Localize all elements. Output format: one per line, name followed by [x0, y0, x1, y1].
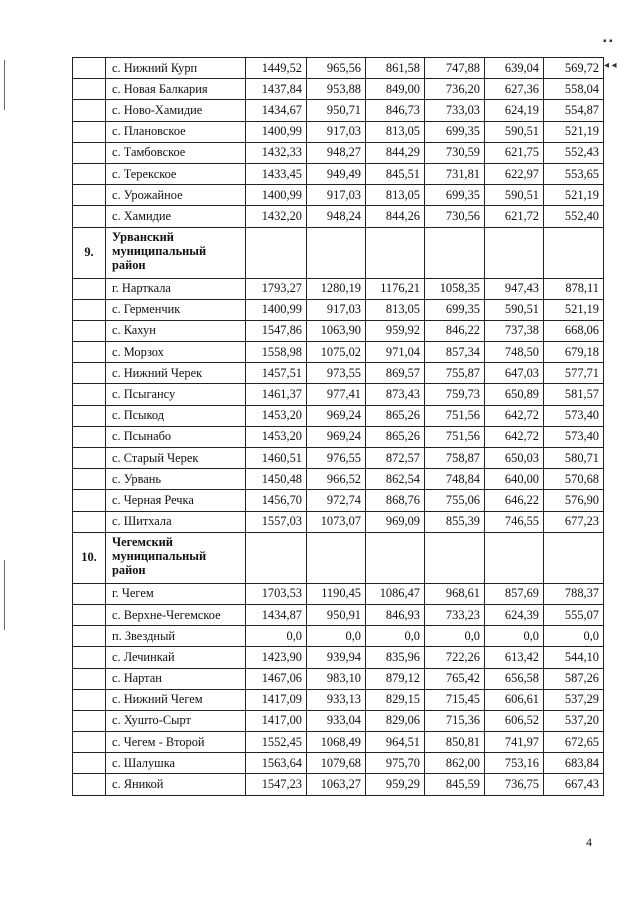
value-cell: 736,20	[425, 79, 485, 100]
value-cell: 590,51	[485, 185, 544, 206]
value-cell: 730,59	[425, 142, 485, 163]
value-cell: 0,0	[307, 626, 366, 647]
value-cell: 650,89	[485, 384, 544, 405]
settlement-name: с. Псыкод	[106, 405, 246, 426]
value-cell: 751,56	[425, 405, 485, 426]
value-cell: 969,24	[307, 405, 366, 426]
value-cell: 1400,99	[246, 185, 307, 206]
value-cell: 613,42	[485, 647, 544, 668]
value-cell: 1461,37	[246, 384, 307, 405]
value-cell: 917,03	[307, 185, 366, 206]
district-name: Чегемский муниципальный район	[106, 532, 246, 583]
index-cell	[73, 689, 106, 710]
district-index: 9.	[73, 227, 106, 278]
value-cell: 748,84	[425, 469, 485, 490]
value-cell: 1563,64	[246, 753, 307, 774]
value-cell: 849,00	[366, 79, 425, 100]
value-cell: 580,71	[544, 448, 604, 469]
value-cell: 857,34	[425, 342, 485, 363]
table-row	[73, 363, 604, 384]
settlement-name: с. Плановское	[106, 121, 246, 142]
index-cell	[73, 100, 106, 121]
value-cell: 846,73	[366, 100, 425, 121]
settlement-name: с. Яникой	[106, 774, 246, 795]
index-cell	[73, 604, 106, 625]
table-row	[73, 753, 604, 774]
index-cell	[73, 121, 106, 142]
index-cell	[73, 185, 106, 206]
value-cell: 829,15	[366, 689, 425, 710]
value-cell: 1075,02	[307, 342, 366, 363]
value-cell: 730,56	[425, 206, 485, 227]
value-cell: 1547,23	[246, 774, 307, 795]
value-cell: 699,35	[425, 299, 485, 320]
value-cell: 715,36	[425, 710, 485, 731]
settlement-name: с. Урожайное	[106, 185, 246, 206]
index-cell	[73, 469, 106, 490]
empty-cell	[366, 532, 425, 583]
district-header-row	[73, 227, 604, 278]
settlement-name: с. Хушто-Сырт	[106, 710, 246, 731]
value-cell: 751,56	[425, 426, 485, 447]
table-row	[73, 626, 604, 647]
empty-cell	[485, 532, 544, 583]
settlement-name: с. Черная Речка	[106, 490, 246, 511]
value-cell: 862,00	[425, 753, 485, 774]
empty-cell	[366, 227, 425, 278]
settlement-name: с. Шалушка	[106, 753, 246, 774]
table-row	[73, 206, 604, 227]
empty-cell	[485, 227, 544, 278]
value-cell: 581,57	[544, 384, 604, 405]
index-cell	[73, 668, 106, 689]
table-row	[73, 278, 604, 299]
table-row	[73, 774, 604, 795]
index-cell	[73, 58, 106, 79]
value-cell: 969,24	[307, 426, 366, 447]
value-cell: 0,0	[366, 626, 425, 647]
index-cell	[73, 647, 106, 668]
value-cell: 640,00	[485, 469, 544, 490]
table-row	[73, 384, 604, 405]
tariff-table	[72, 57, 604, 796]
value-cell: 855,39	[425, 511, 485, 532]
value-cell: 699,35	[425, 185, 485, 206]
margin-mark: ◂ ◂	[604, 60, 617, 71]
value-cell: 879,12	[366, 668, 425, 689]
value-cell: 850,81	[425, 732, 485, 753]
value-cell: 624,39	[485, 604, 544, 625]
value-cell: 813,05	[366, 121, 425, 142]
value-cell: 677,23	[544, 511, 604, 532]
value-cell: 569,72	[544, 58, 604, 79]
value-cell: 865,26	[366, 405, 425, 426]
value-cell: 1417,00	[246, 710, 307, 731]
empty-cell	[307, 532, 366, 583]
index-cell	[73, 490, 106, 511]
index-cell	[73, 405, 106, 426]
value-cell: 521,19	[544, 121, 604, 142]
value-cell: 968,61	[425, 583, 485, 604]
value-cell: 1176,21	[366, 278, 425, 299]
value-cell: 964,51	[366, 732, 425, 753]
value-cell: 1068,49	[307, 732, 366, 753]
value-cell: 959,29	[366, 774, 425, 795]
value-cell: 959,92	[366, 320, 425, 341]
settlement-name: с. Нижний Чегем	[106, 689, 246, 710]
value-cell: 829,06	[366, 710, 425, 731]
value-cell: 1433,45	[246, 163, 307, 184]
value-cell: 1417,09	[246, 689, 307, 710]
value-cell: 736,75	[485, 774, 544, 795]
value-cell: 573,40	[544, 405, 604, 426]
value-cell: 722,26	[425, 647, 485, 668]
value-cell: 869,57	[366, 363, 425, 384]
index-cell	[73, 511, 106, 532]
value-cell: 846,93	[366, 604, 425, 625]
value-cell: 1086,47	[366, 583, 425, 604]
value-cell: 845,59	[425, 774, 485, 795]
value-cell: 737,38	[485, 320, 544, 341]
value-cell: 1557,03	[246, 511, 307, 532]
table-row	[73, 342, 604, 363]
margin-rule	[4, 560, 5, 630]
index-cell	[73, 732, 106, 753]
value-cell: 642,72	[485, 426, 544, 447]
index-cell	[73, 299, 106, 320]
value-cell: 844,26	[366, 206, 425, 227]
empty-cell	[307, 227, 366, 278]
settlement-name: г. Нарткала	[106, 278, 246, 299]
value-cell: 0,0	[485, 626, 544, 647]
table-row	[73, 185, 604, 206]
value-cell: 972,74	[307, 490, 366, 511]
value-cell: 1450,48	[246, 469, 307, 490]
table-row	[73, 142, 604, 163]
table-row	[73, 58, 604, 79]
settlement-name: с. Старый Черек	[106, 448, 246, 469]
value-cell: 1467,06	[246, 668, 307, 689]
table-row	[73, 100, 604, 121]
value-cell: 1547,86	[246, 320, 307, 341]
value-cell: 747,88	[425, 58, 485, 79]
table-row	[73, 647, 604, 668]
index-cell	[73, 583, 106, 604]
value-cell: 844,29	[366, 142, 425, 163]
table-row	[73, 163, 604, 184]
table-row	[73, 299, 604, 320]
value-cell: 861,58	[366, 58, 425, 79]
value-cell: 590,51	[485, 299, 544, 320]
empty-cell	[425, 227, 485, 278]
value-cell: 1558,98	[246, 342, 307, 363]
value-cell: 573,40	[544, 426, 604, 447]
value-cell: 765,42	[425, 668, 485, 689]
value-cell: 872,57	[366, 448, 425, 469]
value-cell: 947,43	[485, 278, 544, 299]
value-cell: 646,22	[485, 490, 544, 511]
district-index: 10.	[73, 532, 106, 583]
settlement-name: с. Герменчик	[106, 299, 246, 320]
value-cell: 949,49	[307, 163, 366, 184]
value-cell: 1190,45	[307, 583, 366, 604]
value-cell: 1280,19	[307, 278, 366, 299]
value-cell: 668,06	[544, 320, 604, 341]
settlement-name: с. Псыгансу	[106, 384, 246, 405]
table-row	[73, 732, 604, 753]
empty-cell	[544, 227, 604, 278]
value-cell: 731,81	[425, 163, 485, 184]
value-cell: 933,04	[307, 710, 366, 731]
value-cell: 1552,45	[246, 732, 307, 753]
value-cell: 733,03	[425, 100, 485, 121]
value-cell: 746,55	[485, 511, 544, 532]
empty-cell	[544, 532, 604, 583]
settlement-name: с. Верхне-Чегемское	[106, 604, 246, 625]
value-cell: 733,23	[425, 604, 485, 625]
value-cell: 973,55	[307, 363, 366, 384]
settlement-name: с. Хамидие	[106, 206, 246, 227]
value-cell: 553,65	[544, 163, 604, 184]
value-cell: 672,65	[544, 732, 604, 753]
value-cell: 544,10	[544, 647, 604, 668]
index-cell	[73, 278, 106, 299]
value-cell: 917,03	[307, 121, 366, 142]
value-cell: 606,61	[485, 689, 544, 710]
value-cell: 683,84	[544, 753, 604, 774]
settlement-name: с. Урвань	[106, 469, 246, 490]
value-cell: 1456,70	[246, 490, 307, 511]
value-cell: 1423,90	[246, 647, 307, 668]
value-cell: 647,03	[485, 363, 544, 384]
table-row	[73, 79, 604, 100]
value-cell: 1432,33	[246, 142, 307, 163]
value-cell: 1058,35	[425, 278, 485, 299]
value-cell: 679,18	[544, 342, 604, 363]
index-cell	[73, 710, 106, 731]
settlement-name: с. Шитхала	[106, 511, 246, 532]
value-cell: 0,0	[246, 626, 307, 647]
district-header-row	[73, 532, 604, 583]
value-cell: 576,90	[544, 490, 604, 511]
value-cell: 0,0	[544, 626, 604, 647]
settlement-name: с. Кахун	[106, 320, 246, 341]
value-cell: 845,51	[366, 163, 425, 184]
value-cell: 976,55	[307, 448, 366, 469]
index-cell	[73, 363, 106, 384]
settlement-name: п. Звездный	[106, 626, 246, 647]
district-name: Урванский муниципальный район	[106, 227, 246, 278]
index-cell	[73, 163, 106, 184]
value-cell: 624,19	[485, 100, 544, 121]
value-cell: 667,43	[544, 774, 604, 795]
settlement-name: с. Лечинкай	[106, 647, 246, 668]
value-cell: 953,88	[307, 79, 366, 100]
value-cell: 977,41	[307, 384, 366, 405]
value-cell: 521,19	[544, 299, 604, 320]
value-cell: 971,04	[366, 342, 425, 363]
value-cell: 917,03	[307, 299, 366, 320]
value-cell: 639,04	[485, 58, 544, 79]
value-cell: 748,50	[485, 342, 544, 363]
settlement-name: с. Терекское	[106, 163, 246, 184]
value-cell: 965,56	[307, 58, 366, 79]
value-cell: 753,16	[485, 753, 544, 774]
value-cell: 715,45	[425, 689, 485, 710]
value-cell: 1073,07	[307, 511, 366, 532]
value-cell: 558,04	[544, 79, 604, 100]
value-cell: 846,22	[425, 320, 485, 341]
table-row	[73, 689, 604, 710]
empty-cell	[425, 532, 485, 583]
table-row	[73, 511, 604, 532]
value-cell: 555,07	[544, 604, 604, 625]
value-cell: 878,11	[544, 278, 604, 299]
value-cell: 627,36	[485, 79, 544, 100]
value-cell: 656,58	[485, 668, 544, 689]
empty-cell	[246, 227, 307, 278]
settlement-name: с. Морзох	[106, 342, 246, 363]
value-cell: 813,05	[366, 185, 425, 206]
value-cell: 537,20	[544, 710, 604, 731]
index-cell	[73, 79, 106, 100]
value-cell: 1434,67	[246, 100, 307, 121]
value-cell: 1434,87	[246, 604, 307, 625]
table-row	[73, 710, 604, 731]
value-cell: 606,52	[485, 710, 544, 731]
value-cell: 554,87	[544, 100, 604, 121]
table-row	[73, 426, 604, 447]
value-cell: 1437,84	[246, 79, 307, 100]
margin-rule	[4, 60, 5, 110]
value-cell: 1400,99	[246, 299, 307, 320]
value-cell: 741,97	[485, 732, 544, 753]
value-cell: 1063,27	[307, 774, 366, 795]
value-cell: 642,72	[485, 405, 544, 426]
value-cell: 537,29	[544, 689, 604, 710]
value-cell: 1432,20	[246, 206, 307, 227]
value-cell: 1400,99	[246, 121, 307, 142]
value-cell: 587,26	[544, 668, 604, 689]
index-cell	[73, 448, 106, 469]
value-cell: 521,19	[544, 185, 604, 206]
table-row	[73, 448, 604, 469]
index-cell	[73, 426, 106, 447]
value-cell: 865,26	[366, 426, 425, 447]
value-cell: 758,87	[425, 448, 485, 469]
settlement-name: с. Нижний Курп	[106, 58, 246, 79]
value-cell: 862,54	[366, 469, 425, 490]
value-cell: 950,71	[307, 100, 366, 121]
value-cell: 948,24	[307, 206, 366, 227]
value-cell: 577,71	[544, 363, 604, 384]
settlement-name: с. Нартан	[106, 668, 246, 689]
settlement-name: с. Чегем - Второй	[106, 732, 246, 753]
settlement-name: с. Псынабо	[106, 426, 246, 447]
table-row	[73, 121, 604, 142]
index-cell	[73, 753, 106, 774]
index-cell	[73, 206, 106, 227]
value-cell: 1453,20	[246, 405, 307, 426]
value-cell: 813,05	[366, 299, 425, 320]
value-cell: 950,91	[307, 604, 366, 625]
value-cell: 868,76	[366, 490, 425, 511]
table-row	[73, 320, 604, 341]
table-row	[73, 604, 604, 625]
value-cell: 975,70	[366, 753, 425, 774]
settlement-name: с. Нижний Черек	[106, 363, 246, 384]
value-cell: 933,13	[307, 689, 366, 710]
settlement-name: с. Тамбовское	[106, 142, 246, 163]
value-cell: 1079,68	[307, 753, 366, 774]
page-number: 4	[586, 835, 592, 849]
value-cell: 622,97	[485, 163, 544, 184]
value-cell: 948,27	[307, 142, 366, 163]
value-cell: 699,35	[425, 121, 485, 142]
table-row	[73, 405, 604, 426]
settlement-name: с. Ново-Хамидие	[106, 100, 246, 121]
table-row	[73, 583, 604, 604]
value-cell: 755,06	[425, 490, 485, 511]
value-cell: 835,96	[366, 647, 425, 668]
value-cell: 621,75	[485, 142, 544, 163]
table-row	[73, 668, 604, 689]
value-cell: 1460,51	[246, 448, 307, 469]
index-cell	[73, 626, 106, 647]
index-cell	[73, 320, 106, 341]
index-cell	[73, 384, 106, 405]
value-cell: 873,43	[366, 384, 425, 405]
table-row	[73, 469, 604, 490]
index-cell	[73, 342, 106, 363]
value-cell: 1449,52	[246, 58, 307, 79]
index-cell	[73, 774, 106, 795]
value-cell: 969,09	[366, 511, 425, 532]
value-cell: 939,94	[307, 647, 366, 668]
value-cell: 788,37	[544, 583, 604, 604]
value-cell: 755,87	[425, 363, 485, 384]
value-cell: 1703,53	[246, 583, 307, 604]
value-cell: 759,73	[425, 384, 485, 405]
value-cell: 1793,27	[246, 278, 307, 299]
value-cell: 966,52	[307, 469, 366, 490]
index-cell	[73, 142, 106, 163]
value-cell: 1453,20	[246, 426, 307, 447]
value-cell: 0,0	[425, 626, 485, 647]
settlement-name: г. Чегем	[106, 583, 246, 604]
value-cell: 857,69	[485, 583, 544, 604]
table-body	[73, 58, 604, 796]
empty-cell	[246, 532, 307, 583]
settlement-name: с. Новая Балкария	[106, 79, 246, 100]
margin-mark: ▪ ▪	[603, 36, 613, 47]
value-cell: 552,40	[544, 206, 604, 227]
value-cell: 983,10	[307, 668, 366, 689]
value-cell: 1063,90	[307, 320, 366, 341]
value-cell: 590,51	[485, 121, 544, 142]
value-cell: 570,68	[544, 469, 604, 490]
value-cell: 1457,51	[246, 363, 307, 384]
value-cell: 621,72	[485, 206, 544, 227]
table-row	[73, 490, 604, 511]
value-cell: 552,43	[544, 142, 604, 163]
value-cell: 650,03	[485, 448, 544, 469]
